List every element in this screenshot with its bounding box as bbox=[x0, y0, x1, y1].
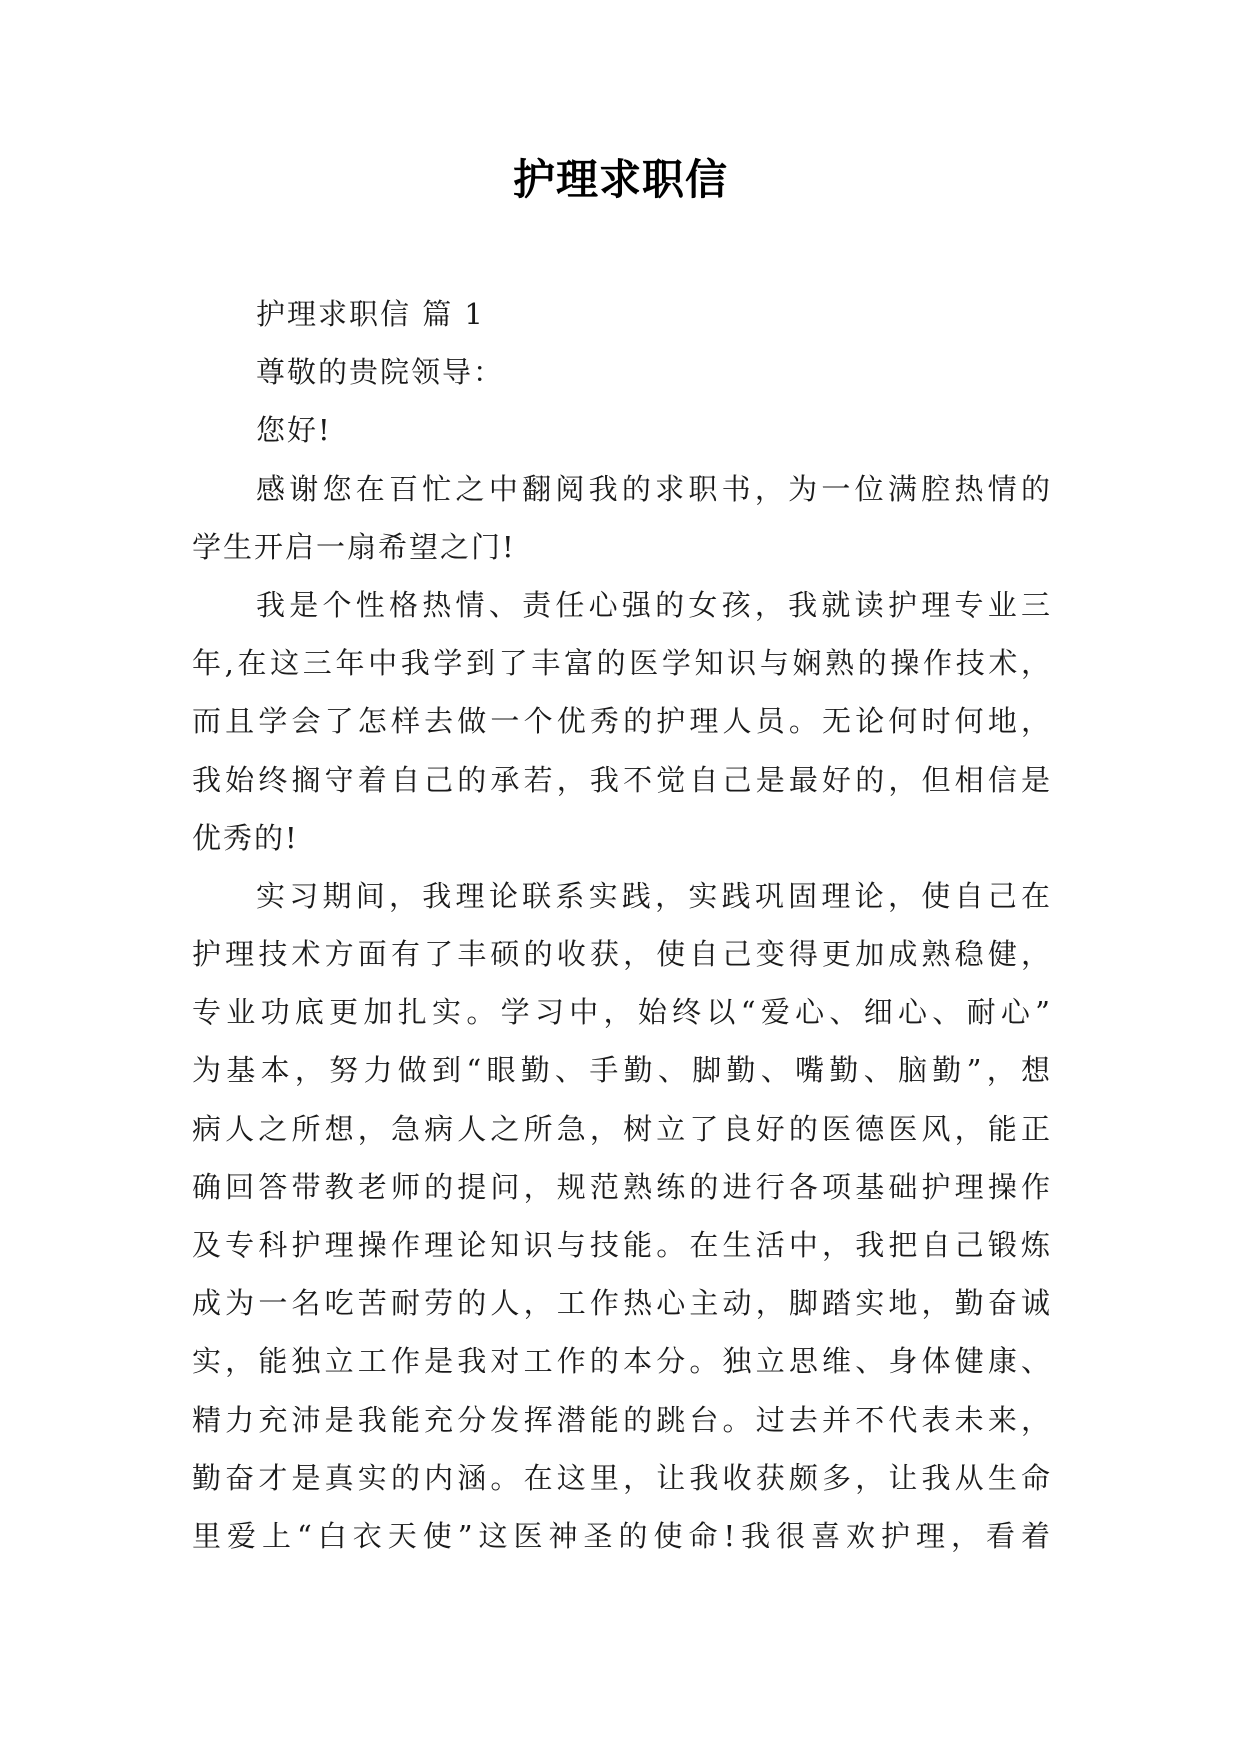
body-line: 尊敬的贵院领导： bbox=[256, 355, 505, 390]
body-line: 勤奋才是真实的内涵。在这里，让我收获颇多，让我从生命 bbox=[192, 1460, 1052, 1495]
body-line: 里爱上“白衣天使”这医神圣的使命!我很喜欢护理，看着 bbox=[192, 1518, 1052, 1553]
body-line: 学生开启一扇希望之门! bbox=[192, 529, 516, 564]
body-line: 而且学会了怎样去做一个优秀的护理人员。无论何时何地， bbox=[192, 704, 1052, 739]
body-line: 精力充沛是我能充分发挥潜能的跳台。过去并不代表未来， bbox=[192, 1402, 1052, 1437]
body-line: 护理技术方面有了丰硕的收获，使自己变得更加成熟稳健， bbox=[192, 937, 1052, 972]
body-line: 确回答带教老师的提问，规范熟练的进行各项基础护理操作 bbox=[192, 1169, 1052, 1204]
body-line: 优秀的! bbox=[192, 820, 299, 855]
body-line: 护理求职信 篇 1 bbox=[256, 297, 485, 331]
document-body bbox=[192, 285, 1052, 1565]
body-line: 您好! bbox=[256, 413, 332, 448]
body-line: 年,在这三年中我学到了丰富的医学知识与娴熟的操作技术， bbox=[192, 646, 1052, 681]
body-line: 成为一名吃苦耐劳的人，工作热心主动，脚踏实地，勤奋诚 bbox=[192, 1286, 1052, 1321]
document-title: 护理求职信 bbox=[512, 155, 728, 204]
body-line: 病人之所想，急病人之所急，树立了良好的医德医风，能正 bbox=[192, 1111, 1052, 1146]
body-line: 实，能独立工作是我对工作的本分。独立思维、身体健康、 bbox=[192, 1344, 1052, 1379]
body-line: 专业功底更加扎实。学习中，始终以“爱心、细心、耐心” bbox=[192, 995, 1052, 1030]
body-line: 我始终搁守着自己的承若，我不觉自己是最好的，但相信是 bbox=[192, 762, 1052, 797]
body-line: 我是个性格热情、责任心强的女孩，我就读护理专业三 bbox=[256, 587, 1052, 622]
body-line: 感谢您在百忙之中翻阅我的求职书，为一位满腔热情的 bbox=[256, 471, 1052, 506]
body-line: 为基本，努力做到“眼勤、手勤、脚勤、嘴勤、脑勤”，想 bbox=[192, 1053, 1052, 1088]
body-line: 实习期间，我理论联系实践，实践巩固理论，使自己在 bbox=[256, 878, 1052, 913]
body-line: 及专科护理操作理论知识与技能。在生活中，我把自己锻炼 bbox=[192, 1228, 1052, 1262]
